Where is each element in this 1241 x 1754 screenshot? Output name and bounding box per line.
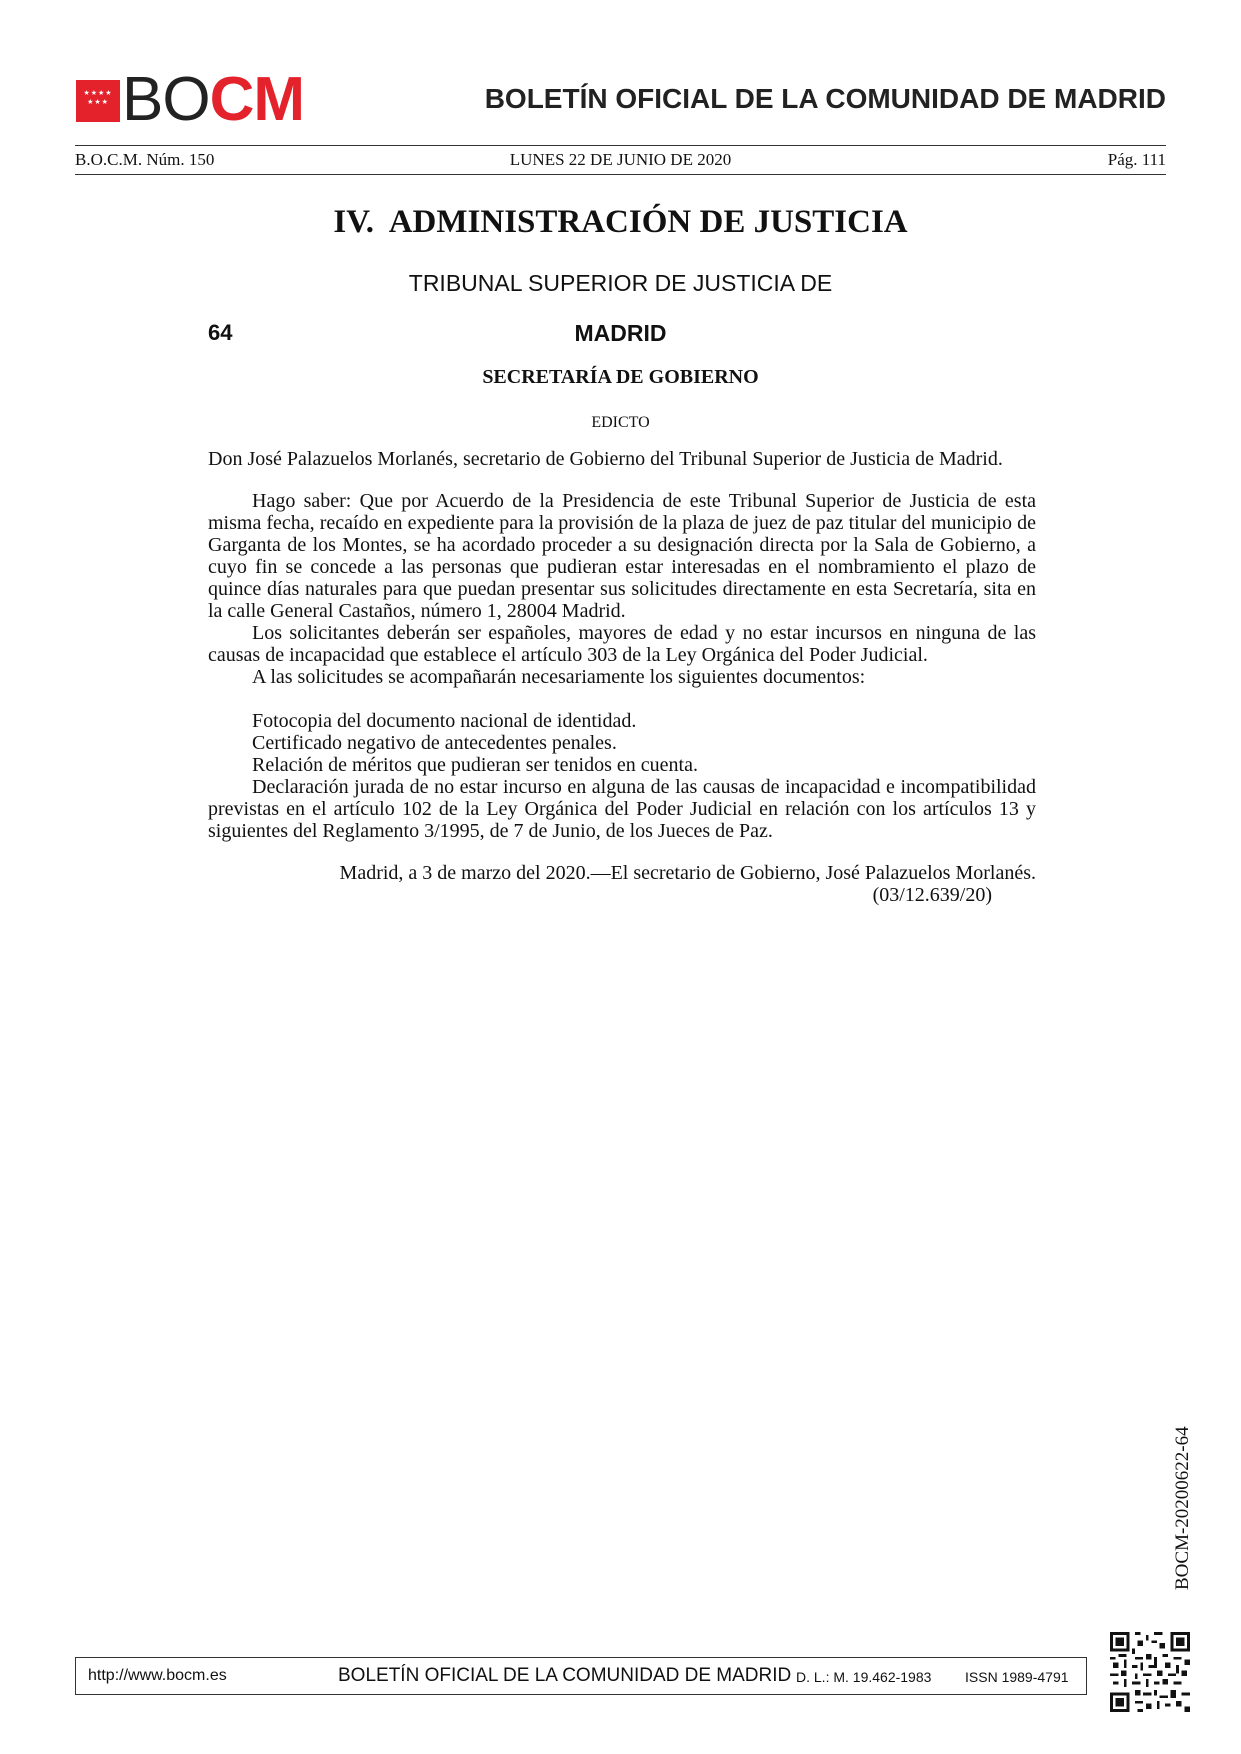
doc-type: EDICTO [591,414,650,431]
footer-url[interactable]: http://www.bocm.es [88,1667,227,1684]
masthead-title: BOLETÍN OFICIAL DE LA COMUNIDAD DE MADRID [484,83,1166,114]
signature-line: Madrid, a 3 de marzo del 2020.—El secretario de Gobierno, José Palazuelos Morlanés. [339,862,1036,884]
page-number: Pág. 111 [1107,150,1166,169]
paragraph-3: A las solicitudes se acompañarán necesariamente los siguientes documentos: [252,666,866,688]
footer [75,1657,1087,1695]
madrid-flag-icon [76,80,120,122]
header-rule-bottom [75,174,1166,175]
legal-deposit: D. L.: M. 19.462-1983 [796,1669,932,1685]
reference-code: (03/12.639/20) [872,884,992,906]
issue-date: LUNES 22 DE JUNIO DE 2020 [509,150,732,169]
qr-code-icon [1110,1632,1190,1712]
side-code-text: BOCM-20200622-64 [1172,1426,1193,1590]
section-title: IV. ADMINISTRACIÓN DE JUSTICIA [333,204,908,240]
paragraph-2: Los solicitantes deberán ser españoles, mayores de edad y no estar incursos en ninguna de las causas de incapacidad que establece el artículo 303 de la Ley Orgánica del Poder Judicial. [208,622,1036,666]
doc-item-3: Relación de méritos que pudieran ser tenidos en cuenta. [252,754,698,776]
paragraph-1: Hago saber: Que por Acuerdo de la Presidencia de este Tribunal Superior de Justicia de esta misma fecha, recaído en expediente para la provisión de la plaza de juez de paz titular del municipio de Garganta de los Montes, se ha acordado proceder a su designación directa por la Sala de Gobierno, a cuyo fin se concede a las personas que pudieran estar interesadas en el nombramiento el plazo de quince días naturales para que puedan presentar sus solicitudes directamente en esta Secretaría, sita en la calle General Castaños, número 1, 28004 Madrid. [208,490,1036,622]
intro-paragraph: Don José Palazuelos Morlanés, secretario de Gobierno del Tribunal Superior de Justicia de Madrid. [208,448,1003,470]
org-line-1: TRIBUNAL SUPERIOR DE JUSTICIA DE [408,270,833,296]
bocm-logo [122,65,305,134]
footer-title: BOLETÍN OFICIAL DE LA COMUNIDAD DE MADRID [338,1665,792,1686]
flag-stars: ★★★★ ★★★ [83,89,113,106]
side-code [1172,1426,1202,1620]
announcement-number: 64 [208,320,233,345]
doc-item-1: Fotocopia del documento nacional de identidad. [252,710,637,732]
header-rule-top [75,145,1166,146]
logo-bo: BO [122,65,210,134]
logo-cm: CM [209,65,305,134]
edict-body [208,448,1036,906]
department-title: SECRETARÍA DE GOBIERNO [482,366,759,388]
doc-item-4: Declaración jurada de no estar incurso en alguna de las causas de incapacidad e incompatibilidad previstas en el artículo 102 de la Ley Orgánica del Poder Judicial en relación con los artículos 13 y siguientes del Reglamento 3/1995, de 7 de Junio, de los Jueces de Paz. [208,776,1036,842]
issue-number: B.O.C.M. Núm. 150 [75,150,215,169]
doc-item-2: Certificado negativo de antecedentes penales. [252,732,617,754]
issn: ISSN 1989-4791 [965,1669,1069,1685]
org-line-2: MADRID [574,320,667,346]
